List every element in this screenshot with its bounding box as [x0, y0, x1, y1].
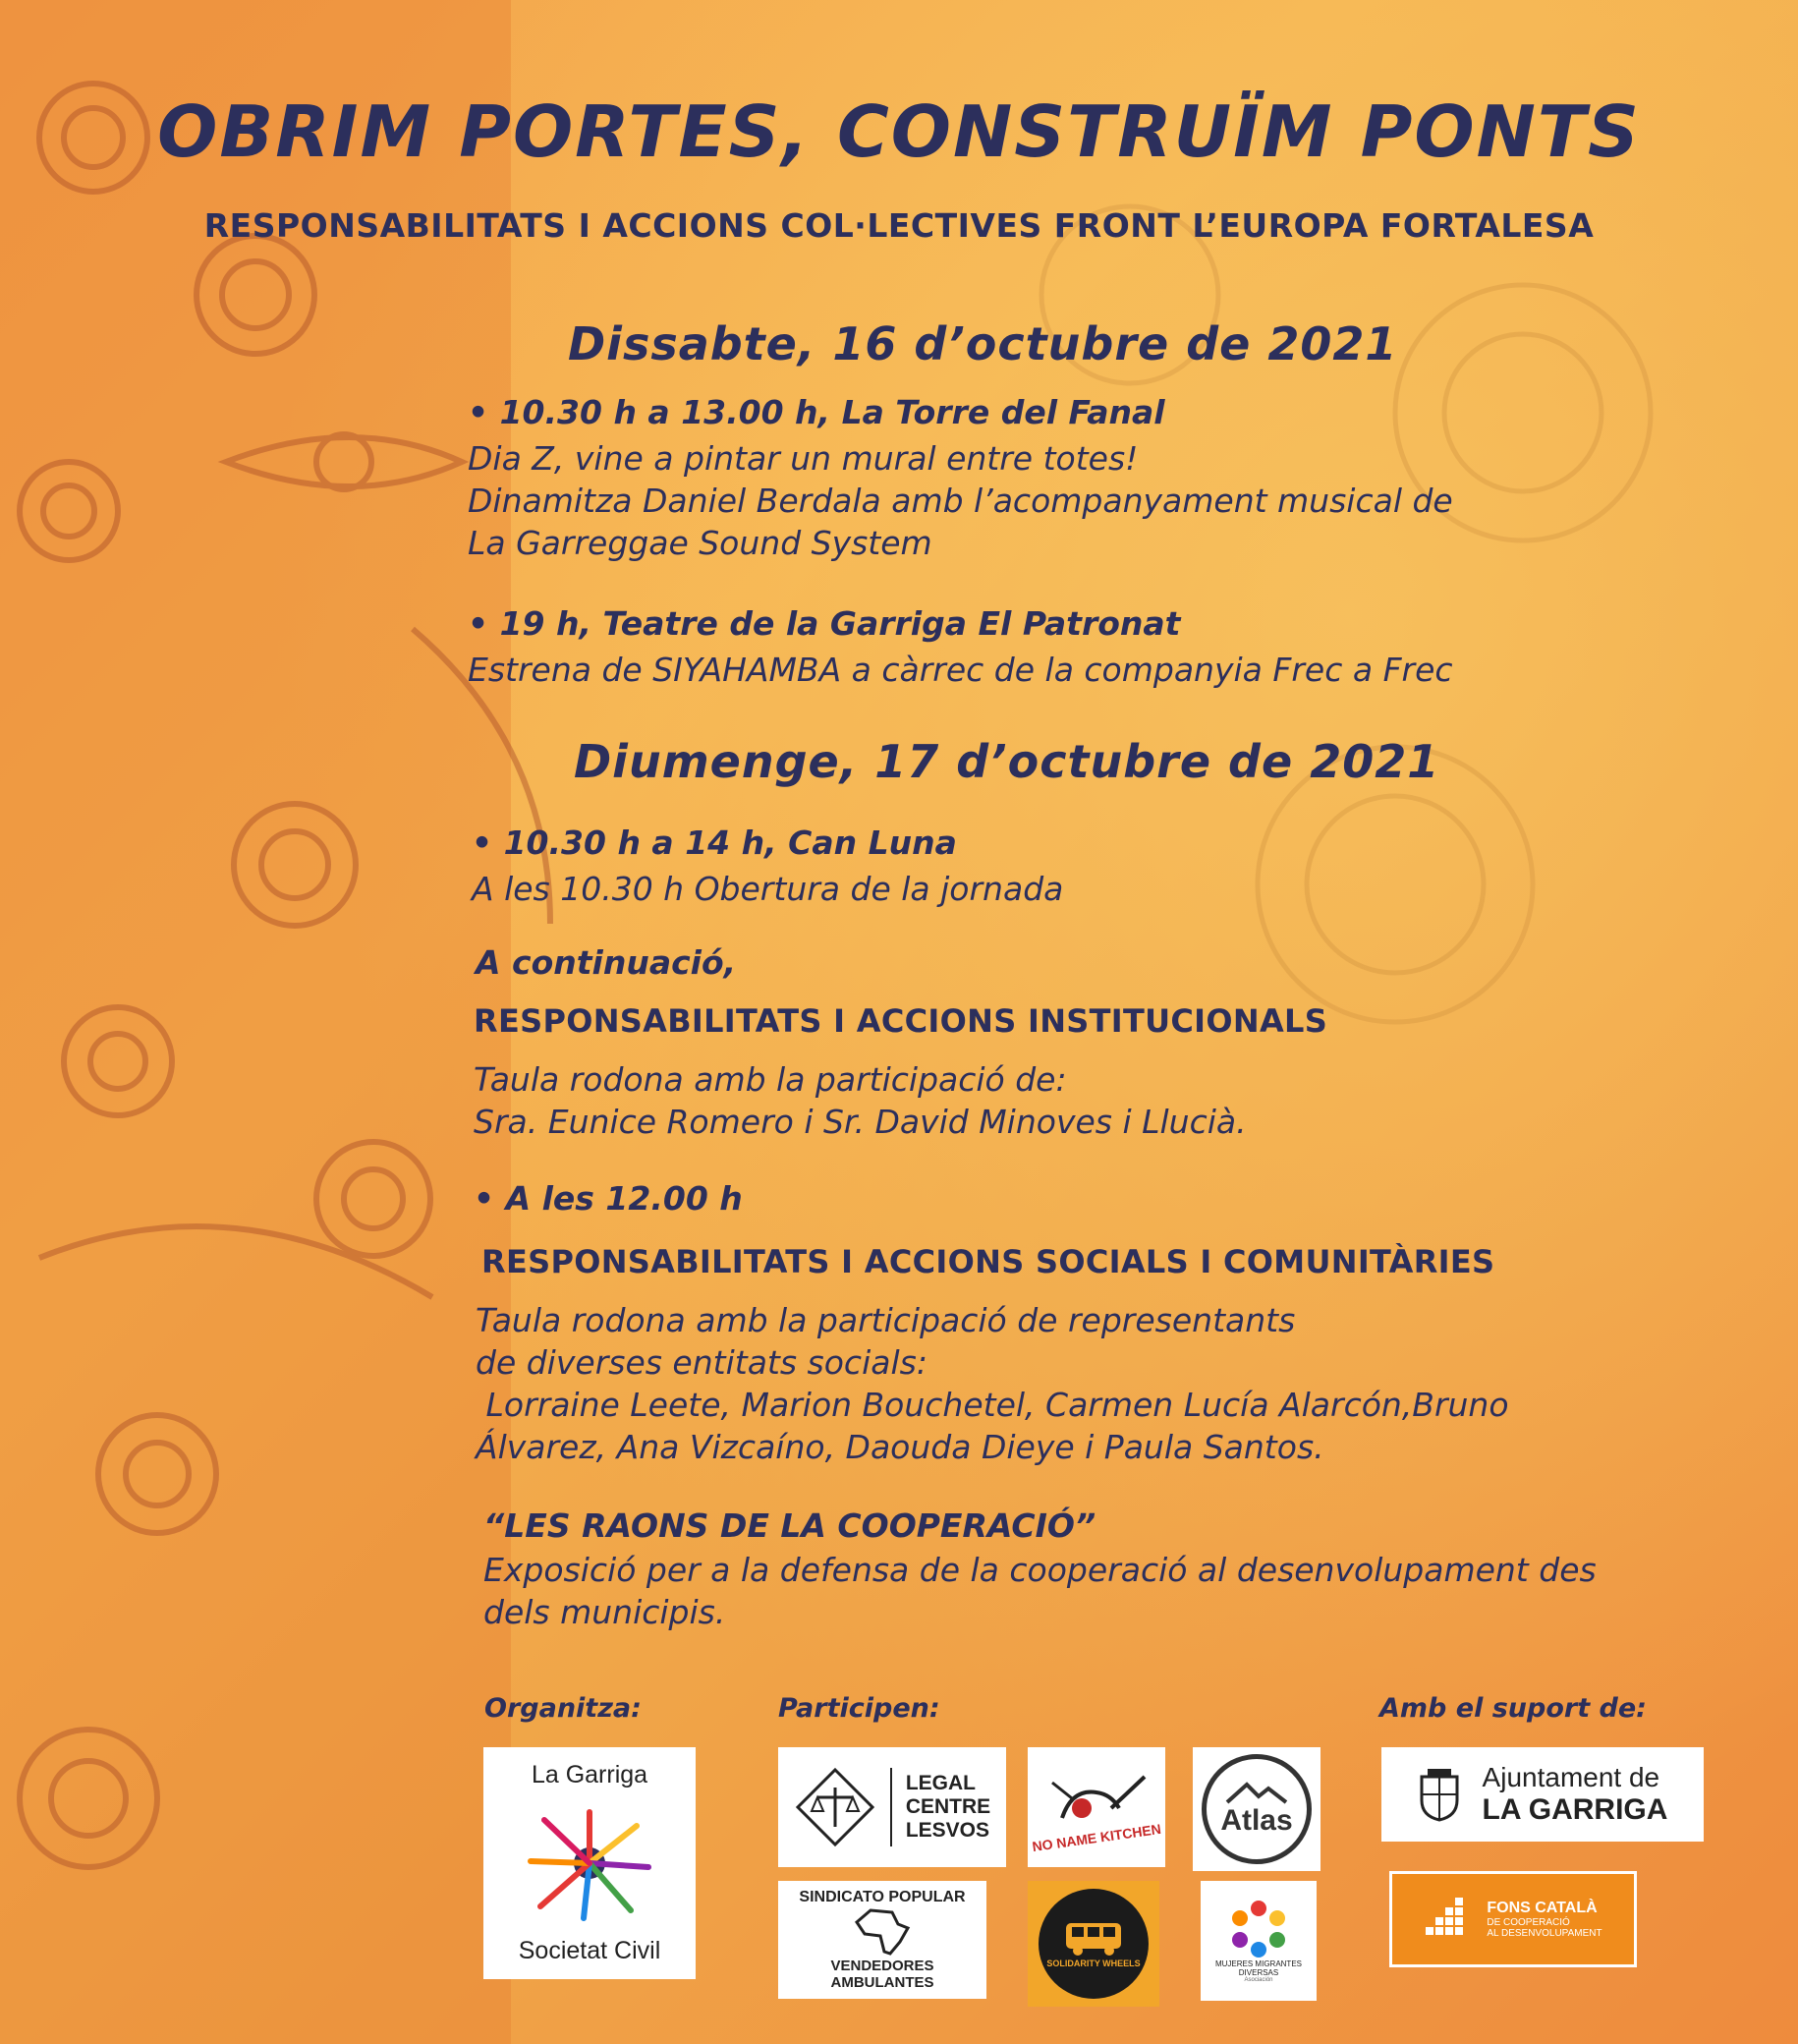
ajuntament-la-garriga-logo [1381, 1747, 1704, 1842]
text-line: Álvarez, Ana Vizcaíno, Daouda Dieye i Paula Santos. [476, 1428, 1324, 1466]
section-institutional-description [474, 1058, 1247, 1143]
day2-event1-description [472, 868, 1063, 910]
text-line: Dia Z, vine a pintar un mural entre totes! [468, 439, 1139, 478]
day1-event1-heading: • 10.30 h a 13.00 h, La Torre del Fanal [468, 393, 1165, 431]
text-line: de diverses entitats socials: [476, 1343, 927, 1382]
logo-subtext: Asociación [1244, 1977, 1273, 1983]
exhibition-title: “LES RAONS DE LA COOPERACIÓ” [483, 1506, 1096, 1545]
day1-title: Dissabte, 16 d’octubre de 2021 [568, 317, 1398, 370]
logo-text-line: CENTRE [905, 1795, 991, 1818]
fist-spoon-icon [1042, 1769, 1151, 1830]
sindicato-popular-logo [778, 1881, 986, 1999]
divider [890, 1768, 892, 1846]
section-social-title: RESPONSABILITATS I ACCIONS SOCIALS I COMUNITÀRIES [481, 1243, 1495, 1280]
fons-catala-logo [1389, 1871, 1637, 1967]
text-line: La Garreggae Sound System [468, 524, 932, 562]
mujeres-migrantes-diversas-logo [1201, 1881, 1317, 2001]
no-name-kitchen-logo [1028, 1747, 1165, 1867]
text-line: Estrena de SIYAHAMBA a càrrec de la companyia Frec a Frec [468, 651, 1453, 689]
continuation-text: A continuació, [476, 943, 737, 982]
day2-title: Diumenge, 17 d’octubre de 2021 [574, 735, 1440, 788]
scales-icon [794, 1766, 876, 1848]
text-line: Taula rodona amb la participació de: [474, 1060, 1067, 1099]
dots-grid-icon [1424, 1896, 1471, 1943]
text-line: Lorraine Leete, Marion Bouchetel, Carmen Lucía Alarcón,Bruno [476, 1386, 1509, 1424]
participen-label: Participen: [778, 1693, 940, 1724]
day1-event2-heading: • 19 h, Teatre de la Garriga El Patronat [468, 604, 1181, 643]
logo-text: NO NAME KITCHEN [1031, 1820, 1162, 1855]
suport-label: Amb el suport de: [1379, 1693, 1647, 1724]
logo-text-line: LA GARRIGA [1482, 1793, 1668, 1826]
page-title: OBRIM PORTES, CONSTRUÏM PONTS [157, 90, 1641, 173]
solidarity-wheels-logo [1028, 1881, 1159, 2007]
section-social-description [476, 1299, 1509, 1468]
africa-icon [853, 1906, 912, 1958]
logo-text: Atlas [1220, 1804, 1293, 1837]
text-line: Dinamitza Daniel Berdala amb l’acompanyament musical de [468, 482, 1453, 520]
day1-event2-description [468, 649, 1453, 691]
text-line: dels municipis. [483, 1593, 726, 1631]
section-institutional-title: RESPONSABILITATS I ACCIONS INSTITUCIONALS [474, 1002, 1328, 1040]
logo-text-line: Ajuntament de [1482, 1762, 1660, 1792]
organitza-label: Organitza: [484, 1693, 642, 1724]
day2-event2-heading: • A les 12.00 h [474, 1179, 743, 1218]
la-garriga-societat-civil-logo [483, 1747, 696, 1979]
logo-text-bottom: Societat Civil [518, 1937, 661, 1964]
logo-text-bottom: VENDEDORES AMBULANTES [830, 1958, 934, 1991]
day2-event1-heading: • 10.30 h a 14 h, Can Luna [472, 823, 957, 862]
logo-text-line: LESVOS [905, 1819, 990, 1842]
logo-text-line: AL DESENVOLUPAMENT [1487, 1928, 1602, 1939]
logo-text-top: SINDICATO POPULAR [799, 1889, 966, 1905]
day1-event1-description [468, 437, 1453, 564]
atlas-logo [1193, 1747, 1320, 1871]
text-line: Exposició per a la defensa de la cooperació al desenvolupament des [483, 1551, 1597, 1589]
logo-text-line: DE COOPERACIÓ [1487, 1917, 1570, 1928]
bus-icon [1062, 1919, 1125, 1959]
logo-text: SOLIDARITY WHEELS [1046, 1959, 1141, 1968]
logo-text-line: LEGAL [905, 1772, 976, 1794]
text-line: A les 10.30 h Obertura de la jornada [472, 870, 1064, 908]
people-circle-icon [521, 1804, 658, 1922]
page-subtitle: RESPONSABILITATS I ACCIONS COL·LECTIVES FRONT L’EUROPA FORTALESA [203, 206, 1595, 245]
logo-text: MUJERES MIGRANTES DIVERSAS [1214, 1959, 1302, 1977]
exhibition-description [483, 1549, 1597, 1633]
logo-text-top: La Garriga [531, 1761, 648, 1788]
mountain-icon [1225, 1781, 1288, 1804]
text-line: Taula rodona amb la participació de representants [476, 1301, 1296, 1339]
text-line: Sra. Eunice Romero i Sr. David Minoves i Llucià. [474, 1103, 1247, 1141]
coat-of-arms-icon [1418, 1767, 1461, 1822]
legal-centre-lesvos-logo [778, 1747, 1006, 1867]
flower-people-icon [1228, 1899, 1289, 1959]
logo-text-line: FONS CATALÀ [1487, 1900, 1598, 1916]
